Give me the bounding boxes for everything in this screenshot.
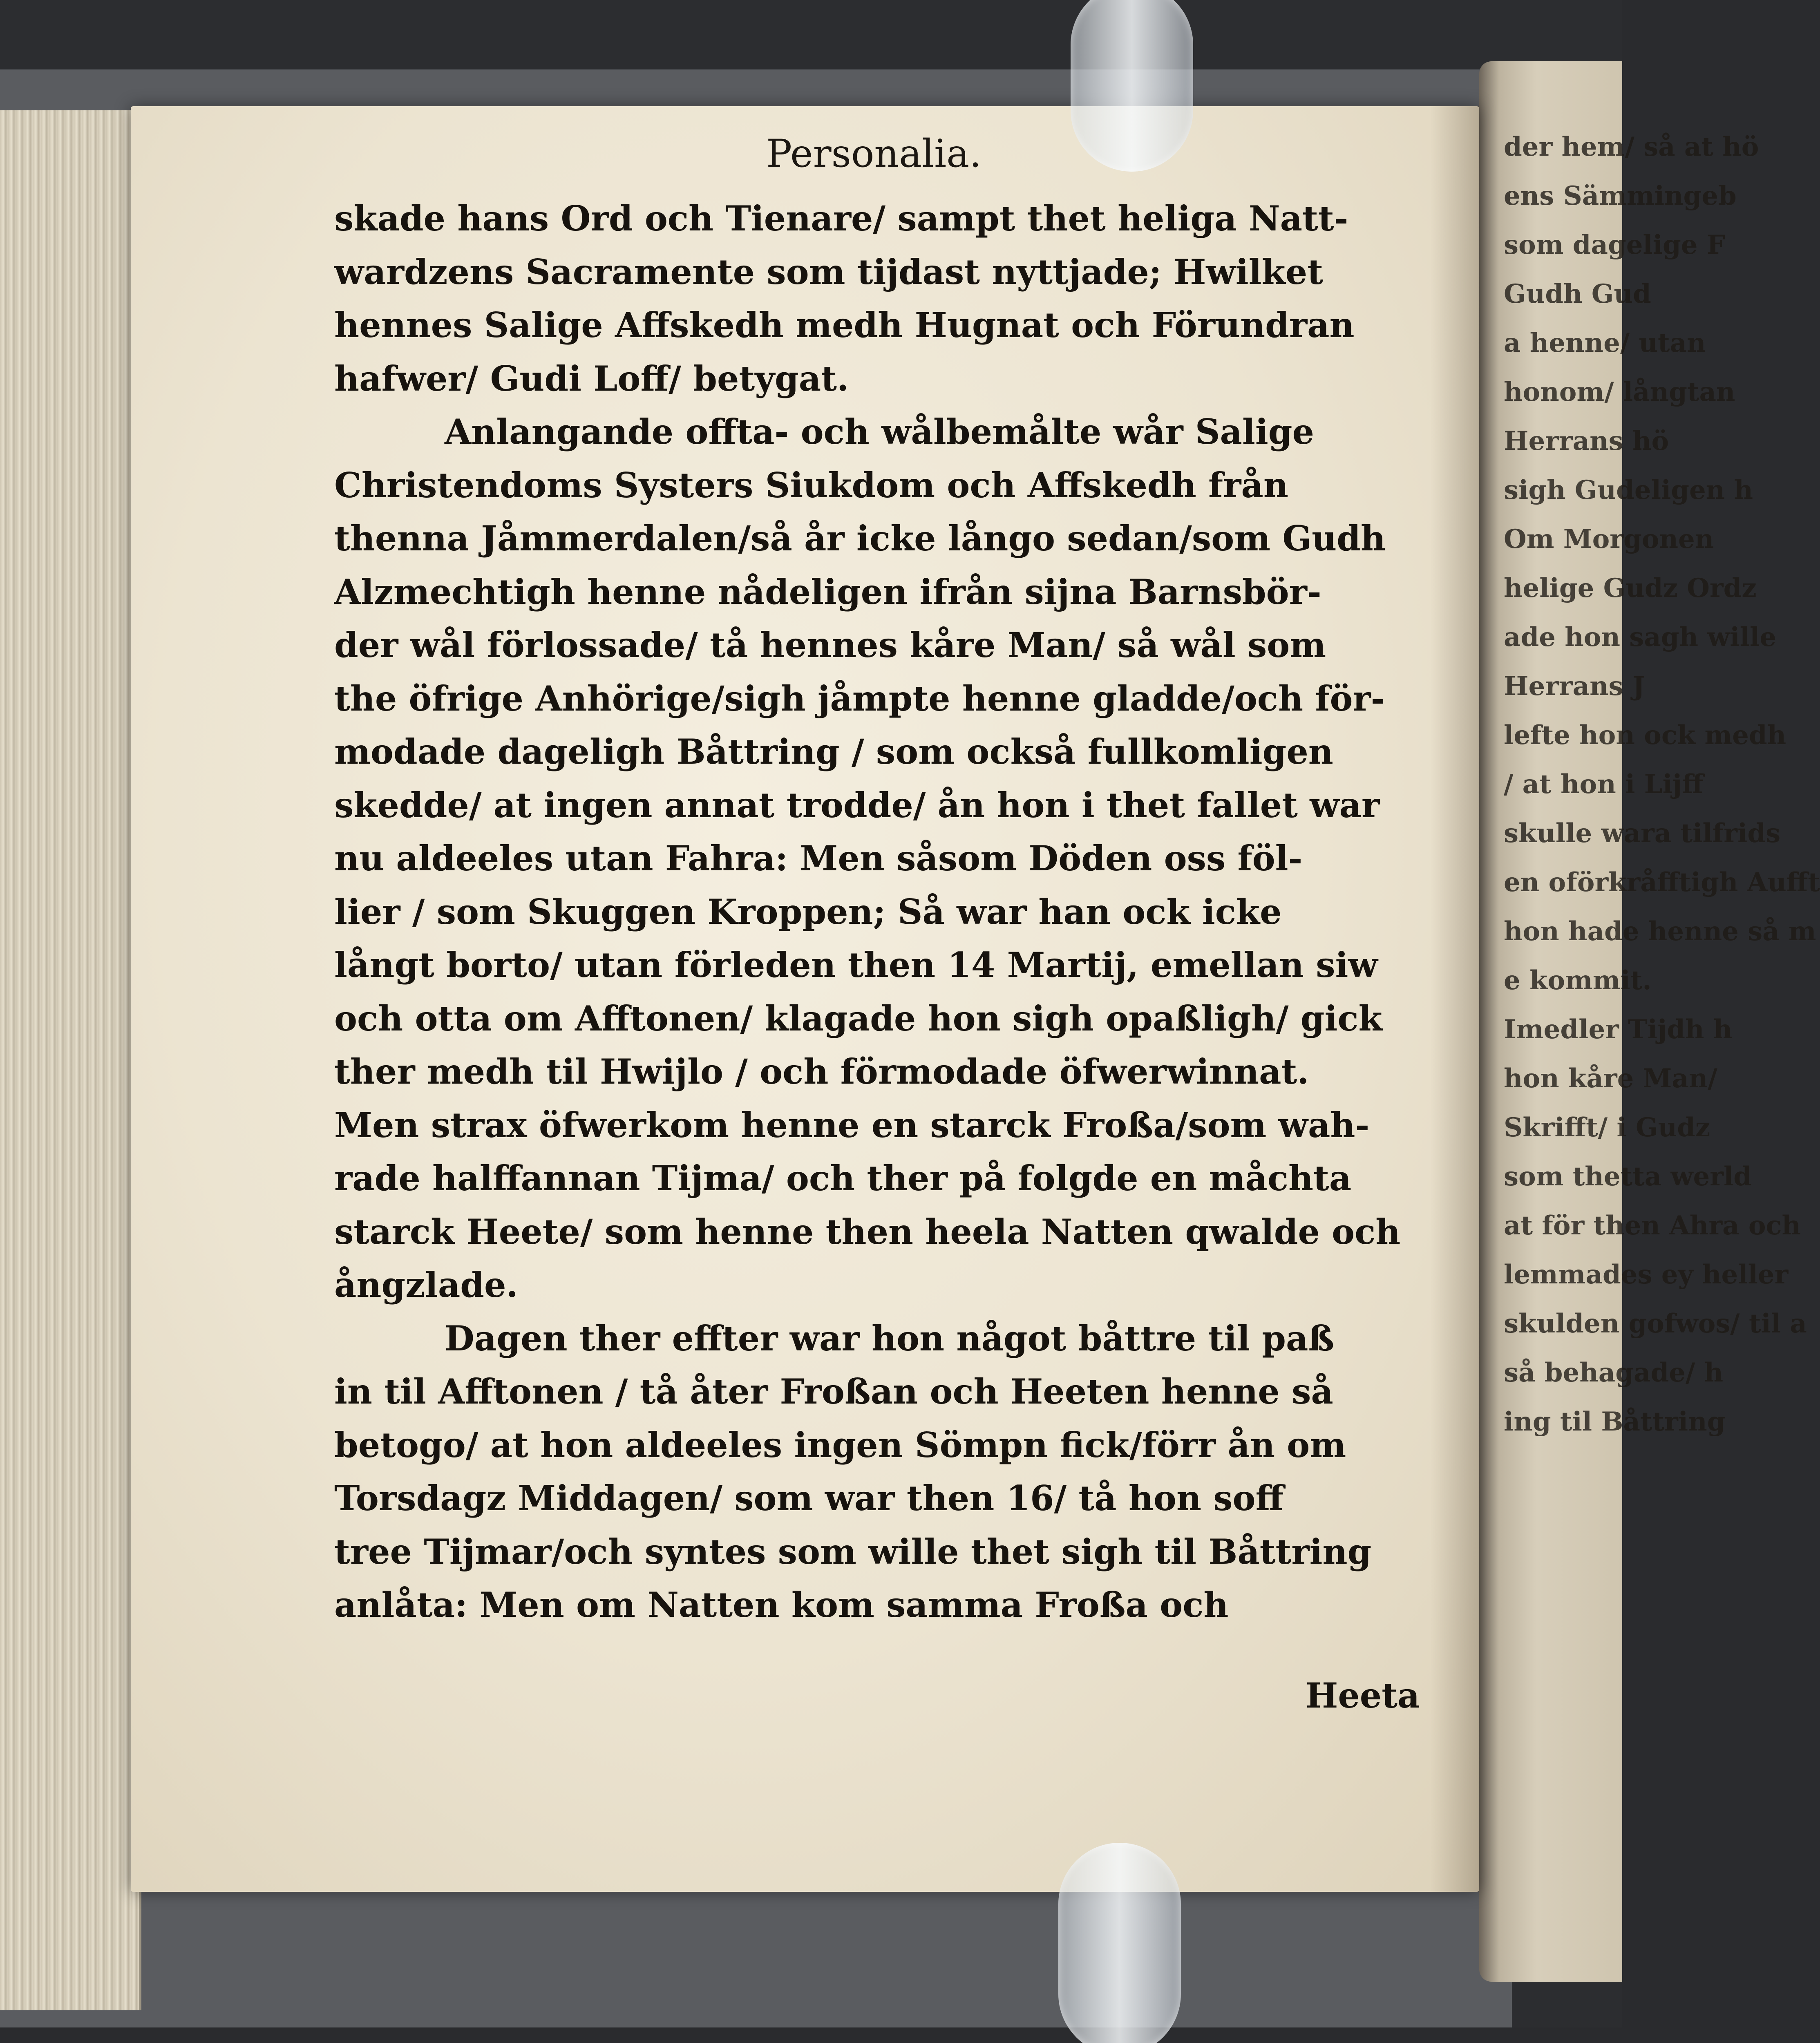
text-line: nu aldeeles utan Fahra: Men såsom Döden oss föl-	[334, 838, 1303, 878]
facing-page-line: en oförkråfftigh Aufft	[1504, 867, 1820, 898]
text-line: Anlangande offta- och wålbemålte wår Salige	[445, 411, 1314, 452]
facing-page-line: helige Gudz Ordz	[1504, 573, 1757, 604]
text-line: Christendoms Systers Siukdom och Affskedh från	[334, 465, 1288, 505]
facing-page-line: så behagade/ h	[1504, 1357, 1724, 1388]
facing-page-line: / at hon i Lijff	[1504, 769, 1704, 800]
facing-page-line: hon kåre Man/	[1504, 1063, 1717, 1094]
text-line: Dagen ther effter war hon något båttre til paß	[445, 1318, 1335, 1359]
text-line: skade hans Ord och Tienare/ sampt thet heliga Natt-	[334, 198, 1348, 239]
running-head: Personalia.	[766, 132, 982, 176]
facing-page-line: Herrans J	[1504, 671, 1645, 702]
page-holder-clip-top	[1071, 0, 1193, 172]
text-line: Alzmechtigh henne nådeligen ifrån sijna Barnsbör-	[334, 571, 1321, 612]
facing-page-line: som dagelige F	[1504, 230, 1726, 260]
facing-page-line: honom/ långtan	[1504, 377, 1735, 407]
facing-page-line: skulle wara tilfrids	[1504, 818, 1781, 849]
text-line: Men strax öfwerkom henne en starck Froßa/som wah-	[334, 1104, 1370, 1145]
facing-page-line: ing til Båttring	[1504, 1406, 1726, 1437]
facing-page-line: lefte hon ock medh	[1504, 720, 1786, 751]
text-line: ångzlade.	[334, 1265, 518, 1305]
facing-page-line: Imedler Tijdh h	[1504, 1014, 1733, 1045]
facing-page-text	[1479, 61, 1820, 2043]
text-line: modade dageligh Båttring / som också fullkomligen	[334, 731, 1333, 772]
facing-page-line: Skrifft/ i Gudz	[1504, 1112, 1710, 1143]
text-line: hennes Salige Affskedh medh Hugnat och Förundran	[334, 305, 1355, 345]
facing-page-line: lemmades ey heller	[1504, 1259, 1789, 1290]
text-line: starck Heete/ som henne then heela Natten qwalde och	[334, 1211, 1401, 1252]
text-line: anlåta: Men om Natten kom samma Froßa och	[334, 1585, 1229, 1625]
facing-page-edge	[1479, 61, 1820, 1982]
facing-page-line: sigh Gudeligen h	[1504, 475, 1753, 505]
text-line: skedde/ at ingen annat trodde/ ån hon i thet fallet war	[334, 785, 1380, 825]
facing-page-line: som thetta werld	[1504, 1161, 1752, 1192]
text-line: in til Afftonen / tå åter Froßan och Heeten henne så	[334, 1371, 1333, 1412]
facing-page-line: ens Sämmingeb	[1504, 181, 1737, 211]
text-line: långt borto/ utan förleden then 14 Martij, emellan siw	[334, 945, 1378, 985]
facing-page-line: Herrans hö	[1504, 426, 1669, 456]
text-line: thenna Jåmmerdalen/så år icke långo sedan/som Gudh	[334, 518, 1386, 559]
text-line: rade halffannan Tijma/ och ther på folgde en måchta	[334, 1158, 1352, 1198]
text-line: der wål förlossade/ tå hennes kåre Man/ så wål som	[334, 625, 1326, 665]
facing-page-line: a henne/ utan	[1504, 328, 1706, 358]
text-line: lier / som Skuggen Kroppen; Så war han ock icke	[334, 891, 1282, 932]
page-edges-stack	[0, 110, 141, 2010]
facing-page-line: skulden gofwos/ til a	[1504, 1308, 1807, 1339]
facing-page-line: hon hade henne så m	[1504, 916, 1816, 947]
text-line: wardzens Sacramente som tijdast nyttjade; Hwilket	[334, 251, 1324, 292]
facing-page-line: e kommit.	[1504, 965, 1652, 996]
text-line: ther medh til Hwijlo / och förmodade öfwerwinnat.	[334, 1051, 1309, 1092]
facing-page-line: der hem/ så at hö	[1504, 132, 1759, 162]
text-line: the öfrige Anhörige/sigh jåmpte henne gladde/och för-	[334, 678, 1385, 719]
facing-page-line: Om Morgonen	[1504, 524, 1714, 554]
text-line: hafwer/ Gudi Loff/ betygat.	[334, 358, 849, 399]
facing-page-line: ade hon sagh wille	[1504, 622, 1777, 653]
text-line: tree Tijmar/och syntes som wille thet sigh til Båttring	[334, 1531, 1372, 1572]
catchword: Heeta	[1306, 1675, 1420, 1716]
facing-page-line: Gudh Gud	[1504, 279, 1651, 309]
page-body	[334, 192, 1421, 1632]
page-holder-clip-bottom	[1058, 1843, 1181, 2043]
text-line: Torsdagz Middagen/ som war then 16/ tå hon soff	[334, 1478, 1284, 1518]
gutter-shadow	[1430, 106, 1479, 1892]
text-line: och otta om Afftonen/ klagade hon sigh opaßligh/ gick	[334, 998, 1382, 1039]
text-line: betogo/ at hon aldeeles ingen Sömpn fick/förr ån om	[334, 1424, 1346, 1465]
facing-page-line: at för then Ahra och	[1504, 1210, 1801, 1241]
